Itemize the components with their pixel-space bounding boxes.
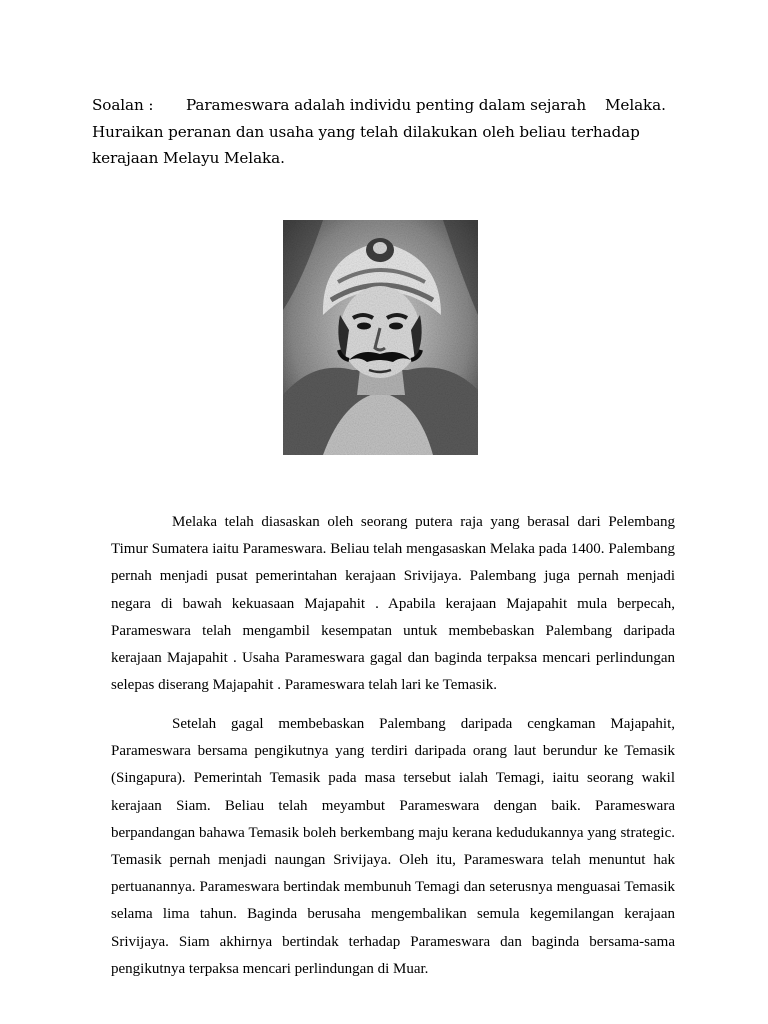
body-paragraph-1	[111, 509, 675, 699]
paragraph-text: Melaka telah diasaskan oleh seorang putera raja yang berasal dari Pelembang Timur Sumatera iaitu Parameswara. Beliau telah mengasaskan Melaka pada 1400. Palembang pernah menjadi pusat pemerintahan kerajaan Srivijaya. Palembang juga pernah menjadi negara di bawah kekuasaan Majapahit . Apabila kerajaan Majapahit mula berpecah, Parameswara telah mengambil kesempatan untuk membebaskan Palembang daripada kerajaan Majapahit . Usaha Parameswara gagal dan baginda terpaksa mencari perlindungan selepas diserang Majapahit . Parameswara telah lari ke Temasik.	[111, 514, 675, 694]
question-label: Soalan :	[92, 96, 154, 114]
body-paragraph-2	[111, 711, 675, 983]
portrait-image	[283, 220, 478, 455]
question-text: Parameswara adalah individu penting dalam sejarah Melaka. Huraikan peranan dan usaha yang telah dilakukan oleh beliau terhadap kerajaan Melayu Melaka.	[92, 96, 671, 167]
question-block	[92, 92, 692, 172]
portrait-illustration	[283, 220, 478, 455]
paragraph-text: Setelah gagal membebaskan Palembang daripada cengkaman Majapahit, Parameswara bersama pengikutnya yang terdiri daripada orang laut berundur ke Temasik (Singapura). Pemerintah Temasik pada masa tersebut ialah Temagi, iaitu seorang wakil kerajaan Siam. Beliau telah meyambut Parameswara dengan baik. Parameswara berpandangan bahawa Temasik boleh berkembang maju kerana kedudukannya yang strategic. Temasik pernah menjadi naungan Srivijaya. Oleh itu, Parameswara telah menuntut hak pertuanannya. Parameswara bertindak membunuh Temagi dan seterusnya menguasai Temasik selama lima tahun. Baginda berusaha mengembalikan semula kegemilangan kerajaan Srivijaya. Siam akhirnya bertindak terhadap Parameswara dan baginda bersama-sama pengikutnya terpaksa mencari perlindungan di Muar.	[111, 716, 675, 977]
